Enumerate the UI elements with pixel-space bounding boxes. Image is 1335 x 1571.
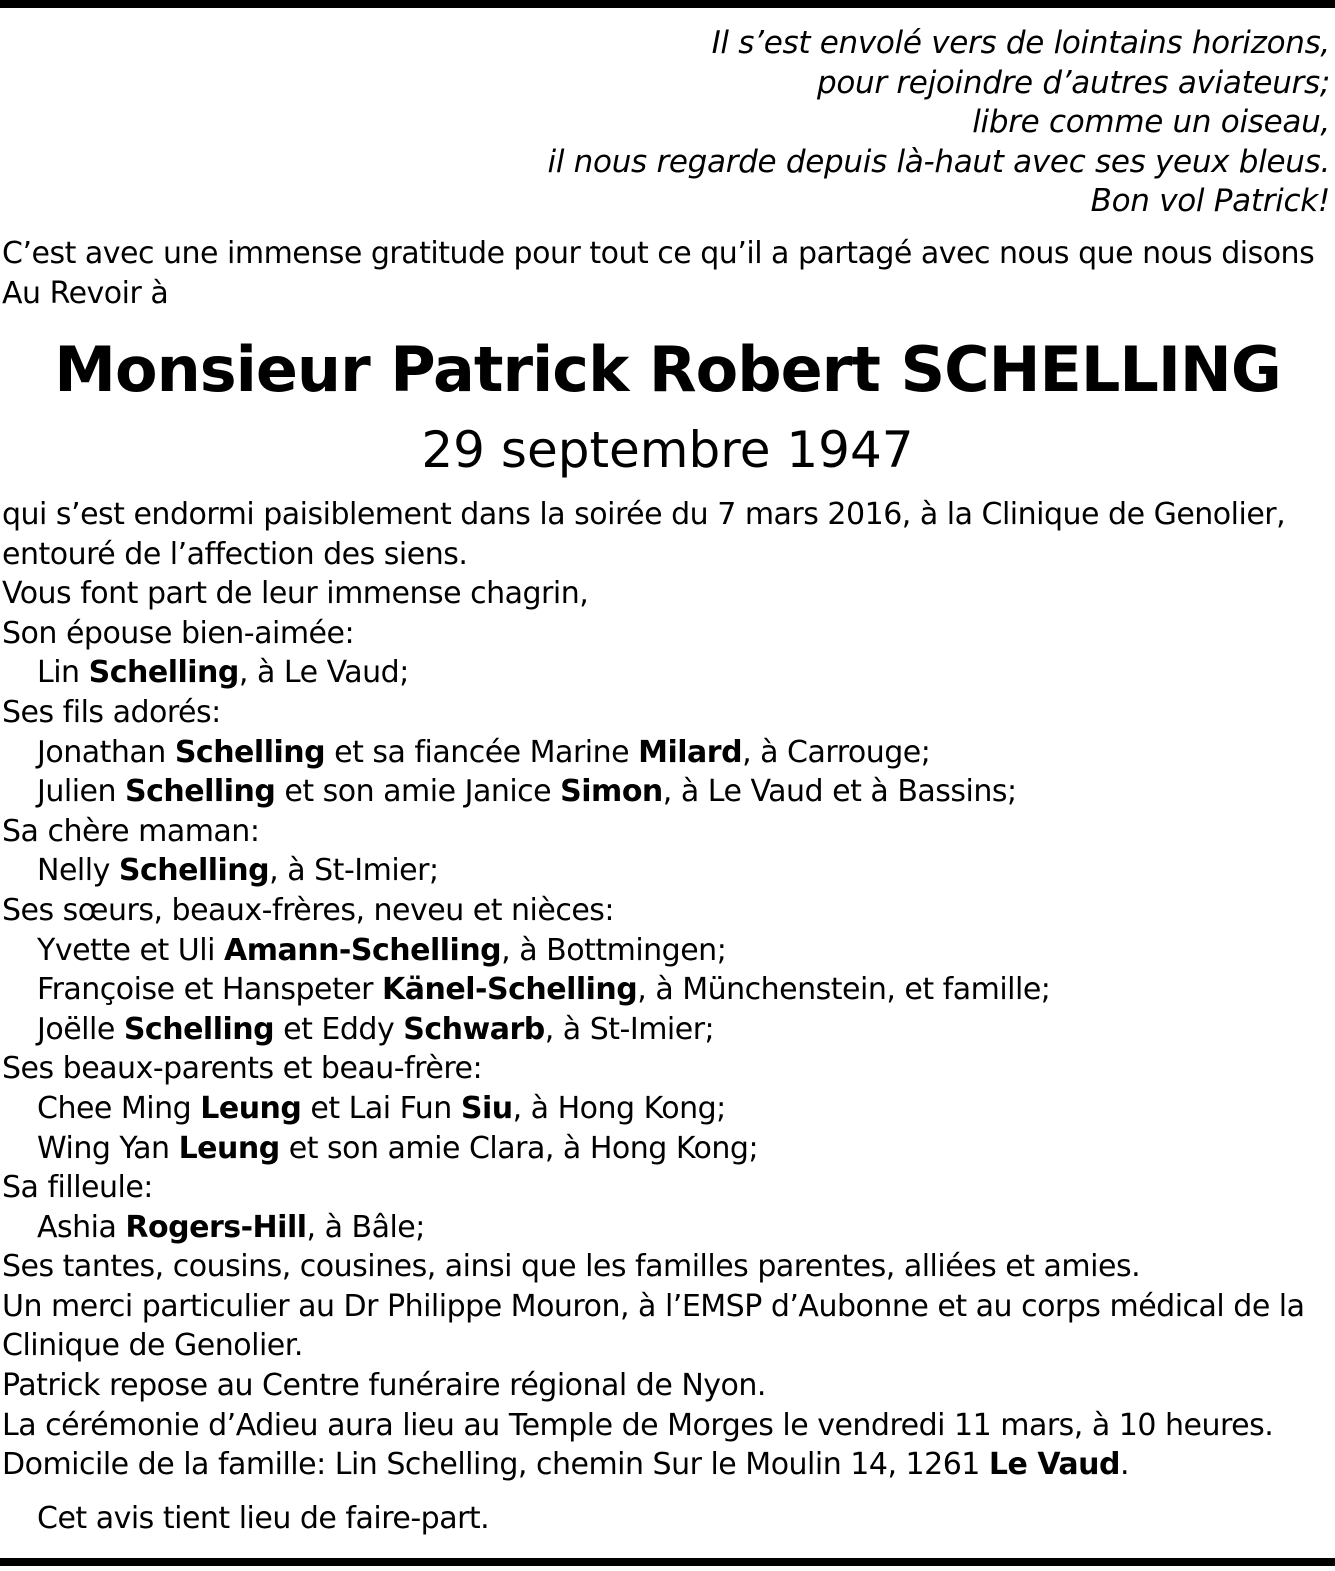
family-member-goddaughter: Ashia Rogers-Hill, à Bâle; bbox=[37, 1209, 425, 1245]
bottom-border-rule bbox=[0, 1558, 1335, 1566]
top-border-rule bbox=[0, 0, 1335, 8]
family-member-son: Jonathan Schelling et sa fiancée Marine Milard, à Carrouge; bbox=[37, 734, 931, 770]
intro-paragraph: C’est avec une immense gratitude pour tout ce qu’il a partagé avec nous que nous disons Au Revoir à bbox=[2, 236, 1315, 311]
family-member-wife: Lin Schelling, à Le Vaud; bbox=[37, 655, 409, 691]
family-member-sibling: Yvette et Uli Amann-Schelling, à Bottmingen; bbox=[37, 932, 727, 968]
deceased-name: Monsieur Patrick Robert SCHELLING bbox=[54, 333, 1281, 406]
family-member-sibling: Joëlle Schelling et Eddy Schwarb, à St-Imier; bbox=[37, 1011, 715, 1047]
family-heading-inlaws: Ses beaux-parents et beau-frère: bbox=[2, 1051, 483, 1087]
poem-line: il nous regarde depuis là-haut avec ses yeux bleus. bbox=[547, 143, 1330, 180]
extended-family: Ses tantes, cousins, cousines, ainsi que les familles parentes, alliées et amies. bbox=[2, 1249, 1141, 1285]
family-member-inlaw: Wing Yan Leung et son amie Clara, à Hong Kong; bbox=[37, 1130, 759, 1166]
poem-line: Il s’est envolé vers de lointains horizons, bbox=[711, 25, 1330, 61]
birth-date: 29 septembre 1947 bbox=[421, 421, 914, 479]
family-member-son: Julien Schelling et son amie Janice Simon, à Le Vaud et à Bassins; bbox=[37, 774, 1017, 810]
rest-place: Patrick repose au Centre funéraire régional de Nyon. bbox=[2, 1368, 766, 1404]
family-heading-wife: Son épouse bien-aimée: bbox=[2, 615, 355, 651]
thanks-paragraph: Un merci particulier au Dr Philippe Mouron, à l’EMSP d’Aubonne et au corps médical de la Clinique de Genolier. bbox=[2, 1288, 1305, 1364]
poem-line: pour rejoindre d’autres aviateurs; bbox=[816, 64, 1330, 101]
family-member-mother: Nelly Schelling, à St-Imier; bbox=[37, 853, 439, 889]
family-member-inlaw: Chee Ming Leung et Lai Fun Siu, à Hong Kong; bbox=[37, 1090, 726, 1126]
closing-note: Cet avis tient lieu de faire-part. bbox=[37, 1501, 490, 1536]
poem-line: Bon vol Patrick! bbox=[1090, 183, 1330, 219]
notice-body bbox=[2, 495, 1332, 1485]
family-heading-mother: Sa chère maman: bbox=[2, 813, 260, 849]
family-heading-sons: Ses fils adorés: bbox=[2, 694, 221, 730]
death-notice-line: Vous font part de leur immense chagrin, bbox=[2, 576, 589, 612]
family-domicile: Domicile de la famille: Lin Schelling, chemin Sur le Moulin 14, 1261 Le Vaud. bbox=[2, 1447, 1130, 1483]
family-heading-goddaughter: Sa filleule: bbox=[2, 1170, 153, 1206]
epitaph-poem bbox=[548, 24, 1331, 222]
family-member-sibling: Françoise et Hanspeter Känel-Schelling, à Münchenstein, et famille; bbox=[37, 972, 1051, 1008]
family-heading-siblings: Ses sœurs, beaux-frères, neveu et nièces: bbox=[2, 892, 615, 928]
poem-line: libre comme un oiseau, bbox=[972, 104, 1330, 140]
death-notice-line: qui s’est endormi paisiblement dans la soirée du 7 mars 2016, à la Clinique de Genolier, bbox=[2, 497, 1286, 532]
ceremony-info: La cérémonie d’Adieu aura lieu au Temple de Morges le vendredi 11 mars, à 10 heures. bbox=[2, 1407, 1274, 1443]
death-notice-line: entouré de l’affection des siens. bbox=[2, 536, 468, 572]
